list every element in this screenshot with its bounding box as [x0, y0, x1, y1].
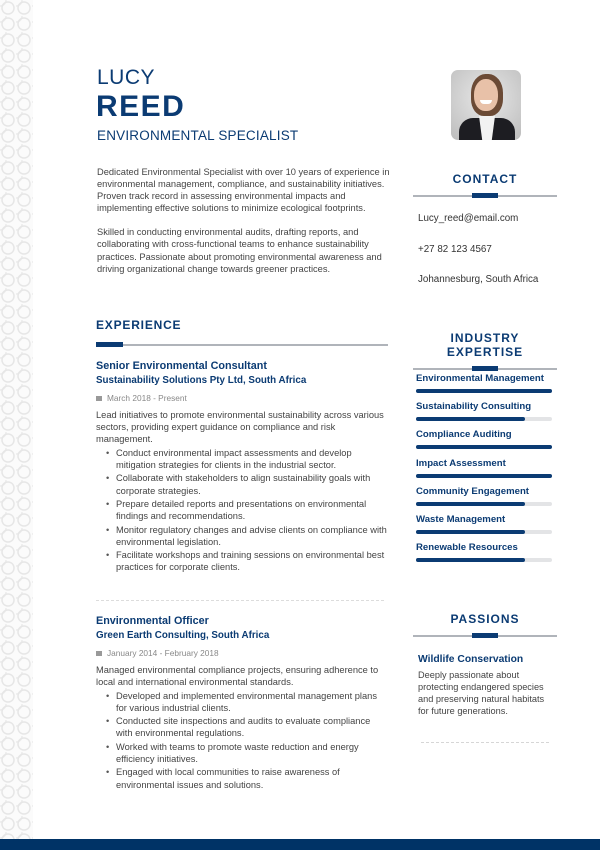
- profile-photo: [451, 70, 521, 140]
- skill-level-bar: [416, 389, 552, 393]
- skill-name: Compliance Auditing: [416, 429, 512, 441]
- skill-name: Impact Assessment: [416, 457, 506, 469]
- job-entry-dates: January 2014 - February 2018: [96, 648, 388, 658]
- skill-level-fill: [416, 417, 525, 421]
- skill-item: [416, 542, 552, 562]
- section-divider: [413, 633, 557, 639]
- skill-level-bar: [416, 445, 552, 449]
- job-entry-title: Senior Environmental Consultant: [96, 360, 267, 372]
- experience-section: [96, 318, 388, 790]
- contact-location: Johannesburg, South Africa: [418, 274, 539, 285]
- skill-name: Renewable Resources: [416, 542, 518, 554]
- job-entry-description: Managed environmental compliance projects, ensuring adherence to local and international environmental standards.: [96, 665, 379, 688]
- skill-name: Environmental Management: [416, 373, 544, 384]
- footer-bar: [0, 839, 600, 850]
- skill-item: [416, 401, 552, 421]
- bullet-item: • Facilitate workshops and training sessions on environmental best practices for corporate clients.: [106, 549, 388, 573]
- calendar-icon: [96, 396, 102, 401]
- job-entry-dates: March 2018 - Present: [96, 393, 388, 403]
- job-entry-bullets: [106, 447, 388, 574]
- passion-description: Deeply passionate about protecting endangered species and preserving natural habitats for future generations.: [418, 670, 545, 716]
- bullet-item: • Prepare detailed reports and presentations on environmental findings and recommendations.: [106, 498, 388, 522]
- job-title-heading: ENVIRONMENTAL SPECIALIST: [97, 128, 299, 143]
- bullet-item: • Conducted site inspections and audits to evaluate compliance with environmental regulations.: [106, 715, 388, 739]
- passions-heading: PASSIONS: [450, 612, 520, 626]
- skill-level-bar: [416, 417, 552, 421]
- job-entry: [96, 360, 388, 574]
- skill-level-fill: [416, 445, 552, 449]
- contact-email[interactable]: Lucy_reed@email.com: [418, 213, 519, 224]
- passions-section: [413, 612, 557, 716]
- contact-phone[interactable]: +27 82 123 4567: [418, 244, 492, 255]
- skill-level-bar: [416, 558, 552, 562]
- job-entry-company: Green Earth Consulting, South Africa: [96, 630, 270, 641]
- bullet-item: • Conduct environmental impact assessments and develop mitigation strategies for clients in the industrial sector.: [106, 447, 388, 471]
- summary-paragraph: Dedicated Environmental Specialist with over 10 years of experience in environmental management, compliance, and sustainability initiatives. Proven track record in assessing environmental impacts and implementing effective solutions to minimize ecological footprints.: [97, 167, 390, 214]
- calendar-icon: [96, 651, 102, 656]
- skill-level-bar: [416, 474, 552, 478]
- skill-level-fill: [416, 530, 525, 534]
- bullet-item: • Worked with teams to promote waste reduction and energy efficiency initiatives.: [106, 741, 388, 765]
- skill-level-fill: [416, 474, 552, 478]
- job-entry-company: Sustainability Solutions Pty Ltd, South Africa: [96, 375, 307, 386]
- skill-item: [416, 514, 552, 534]
- bullet-item: • Developed and implemented environmental management plans for various industrial clients.: [106, 690, 388, 714]
- section-divider: [413, 366, 557, 372]
- contact-section: [413, 172, 557, 285]
- bullet-item: • Engaged with local communities to raise awareness of environmental issues and solutions.: [106, 766, 388, 790]
- skill-level-bar: [416, 502, 552, 506]
- first-name: LUCY: [97, 66, 156, 89]
- experience-heading: EXPERIENCE: [96, 318, 182, 332]
- passion-title: Wildlife Conservation: [418, 654, 524, 665]
- skill-name: Community Engagement: [416, 485, 530, 497]
- section-divider: [96, 342, 388, 347]
- section-divider: [413, 193, 557, 199]
- job-entry-bullets: [106, 690, 388, 791]
- skill-item: [416, 458, 552, 478]
- job-entry-title: Environmental Officer: [96, 615, 209, 627]
- skill-name: Waste Management: [416, 514, 506, 525]
- decorative-pattern-strip: [0, 0, 33, 839]
- summary-paragraph: Skilled in conducting environmental audits, drafting reports, and collaborating with cross-functional teams to enhance sustainability practices. Passionate about promoting environmental awareness and driving organizational change towards greener practices.: [97, 227, 382, 274]
- skill-level-fill: [416, 558, 525, 562]
- job-entry-description: Lead initiatives to promote environmental sustainability across various sectors, providing expert guidance on compliance and risk management.: [96, 410, 384, 445]
- dashed-divider: [96, 600, 384, 601]
- last-name: REED: [96, 90, 186, 123]
- bullet-item: • Monitor regulatory changes and advise clients on compliance with environmental legislation.: [106, 524, 388, 548]
- contact-heading: CONTACT: [452, 172, 518, 186]
- skill-item: [416, 373, 552, 393]
- expertise-heading: INDUSTRY EXPERTISE: [446, 331, 524, 359]
- skill-name: Sustainability Consulting: [416, 401, 532, 413]
- job-entry: [96, 615, 388, 791]
- skill-level-bar: [416, 530, 552, 534]
- skill-level-fill: [416, 502, 525, 506]
- skill-item: [416, 486, 552, 506]
- skill-item: [416, 429, 552, 449]
- profile-summary: [97, 166, 397, 275]
- expertise-section: [413, 331, 557, 554]
- skill-level-fill: [416, 389, 552, 393]
- dashed-divider: [421, 742, 549, 743]
- bullet-item: • Collaborate with stakeholders to align sustainability goals with corporate strategies.: [106, 472, 388, 496]
